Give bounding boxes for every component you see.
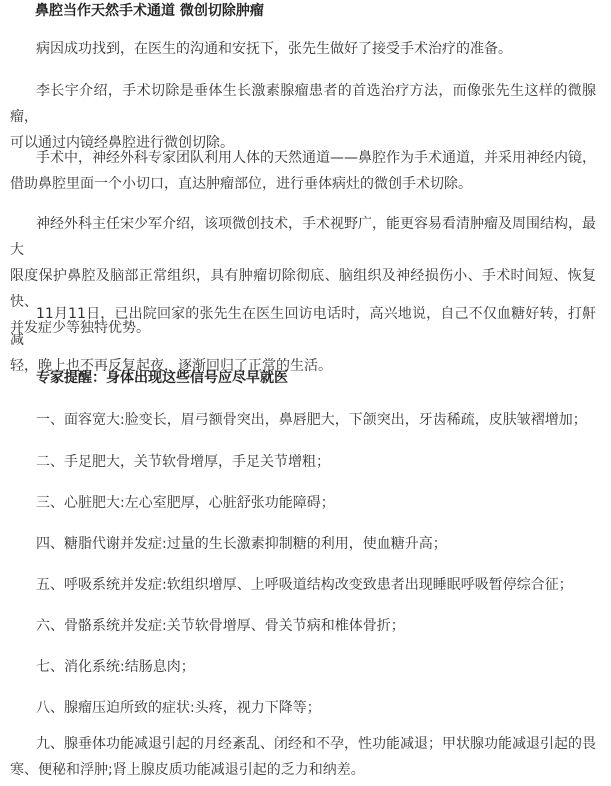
signal-item-5 <box>10 572 596 598</box>
signal-text: 五、呼吸系统并发症:软组织增厚、上呼吸道结构改变致患者出现睡眠呼吸暂停综合征； <box>36 577 573 593</box>
paragraph-line: 可以通过内镜经鼻腔进行微创切除。 <box>10 135 234 151</box>
signal-text: 三、心脏肥大:左心室肥厚，心脏舒张功能障碍； <box>36 495 335 511</box>
signal-text: 九、腺垂体功能减退引起的月经紊乱、闭经和不孕，性功能减退；甲状腺功能减退引起的畏 <box>36 736 596 752</box>
paragraph-line: 11月11日，已出院回家的张先生在医生回访电话时，高兴地说，自己不仅血糖好转，打鼾减 <box>10 306 596 348</box>
signal-item-3 <box>10 490 596 516</box>
paragraph-line: 病因成功找到，在医生的沟通和安抚下，张先生做好了接受手术治疗的准备。 <box>36 41 512 57</box>
paragraph-line: 并发症少等独特优势。 <box>10 320 150 336</box>
paragraph-surgery-process <box>10 145 596 197</box>
signal-text: 一、面容宽大:脸变长，眉弓额骨突出，鼻唇肥大，下颌突出，牙齿稀疏，皮肤皱褶增加； <box>36 412 587 428</box>
signal-item-7 <box>10 654 596 680</box>
signal-text: 寒、便秘和浮肿;肾上腺皮质功能减退引起的乏力和纳差。 <box>10 762 365 778</box>
signal-item-4 <box>10 531 596 557</box>
signal-text: 八、腺瘤压迫所致的症状:头疼，视力下降等； <box>36 700 321 716</box>
paragraph-line: 限度保护鼻腔及脑部正常组织，具有肿瘤切除彻底、脑组织及神经损伤小、手术时间短、恢复快、 <box>10 268 596 310</box>
signal-text: 六、骨骼系统并发症:关节软骨增厚、骨关节病和椎体骨折； <box>36 618 405 634</box>
expert-reminder-title <box>10 365 596 391</box>
signal-item-1 <box>10 407 596 433</box>
paragraph-line: 手术中，神经外科专家团队利用人体的天然通道——鼻腔作为手术通道，并采用神经内镜， <box>36 150 596 166</box>
signal-item-9 <box>10 731 596 783</box>
paragraph-line: 借助鼻腔里面一个小切口，直达肿瘤部位，进行垂体病灶的微创手术切除。 <box>10 176 472 192</box>
paragraph-line: 轻，晚上也不再反复起夜，逐渐回归了正常的生活。 <box>10 358 332 374</box>
signal-item-6 <box>10 613 596 639</box>
signal-text: 四、糖脂代谢并发症:过量的生长激素抑制糖的利用，使血糖升高； <box>36 536 447 552</box>
signal-text: 七、消化系统:结肠息肉； <box>36 659 195 675</box>
paragraph-line: 神经外科主任宋少军介绍，该项微创技术，手术视野广，能更容易看清肿瘤及周围结构，最大 <box>10 216 596 258</box>
signal-item-8 <box>10 695 596 721</box>
signal-item-2 <box>10 449 596 475</box>
reminder-title-text: 专家提醒：身体出现这些信号应尽早就医 <box>36 370 288 386</box>
paragraph-line: 李长宇介绍，手术切除是垂体生长激素腺瘤患者的首选治疗方法，而像张先生这样的微腺瘤， <box>10 83 596 125</box>
signal-text: 二、手足肥大，关节软骨增厚，手足关节增粗； <box>36 454 330 470</box>
section-heading: 鼻腔当作天然手术通道 微创切除肿瘤 <box>35 3 264 19</box>
paragraph-cause-found <box>10 36 596 62</box>
